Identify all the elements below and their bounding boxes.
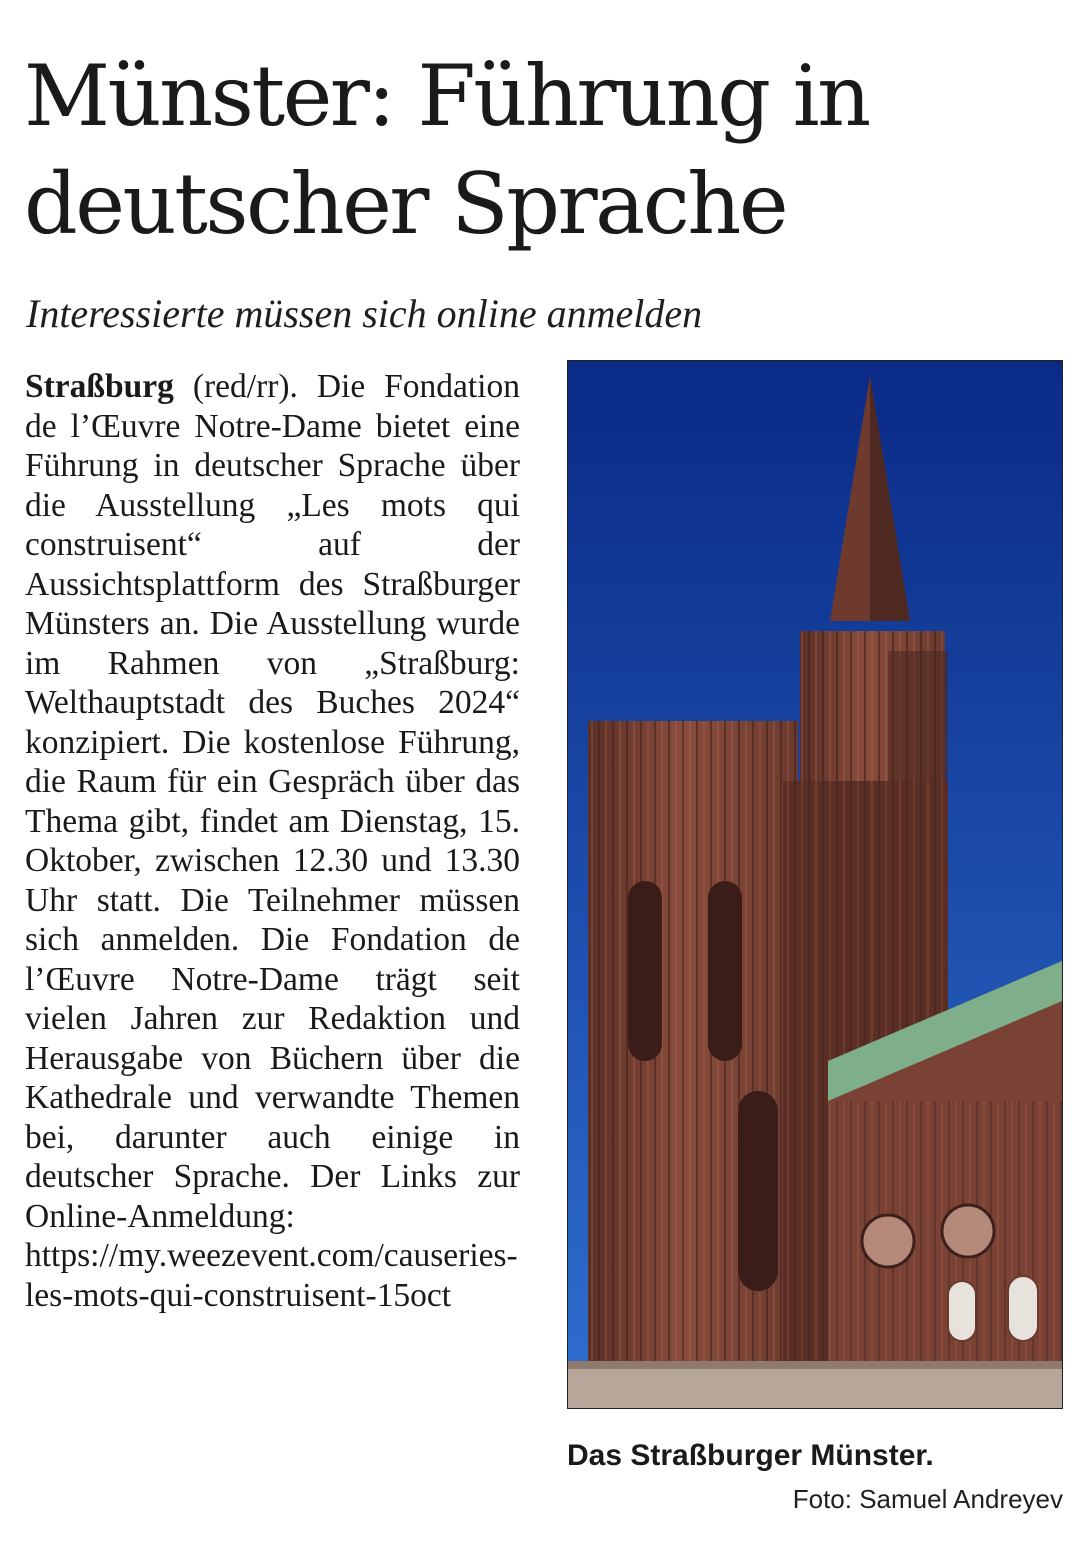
dateline: Straßburg [25,368,174,405]
photo-credit: Foto: Samuel Andreyev [792,1484,1063,1514]
cathedral-photo [567,360,1063,1409]
article-body-text: (red/rr). Die Fondation de l’Œuvre Notre-Dame bietet eine Führung in deutscher Sprache über die Ausstellung „Les mots qui construisent“ auf der Aussichtsplattform des Straßburger Münsters an. Die Ausstellung wurde im Rahmen von „Straßburg: Welthauptstadt des Buches 2024“ konzipiert. Die kostenlose Führung, die Raum für ein Gespräch über das Thema gibt, findet am Dienstag, 15. Oktober, zwischen 12.30 und 13.30 Uhr statt. Die Teilnehmer müssen sich anmelden. Die Fondation de l’Œuvre Notre-Dame trägt seit vielen Jahren zur Redaktion und Herausgabe von Büchern über die Kathedrale und verwandte Themen bei, darunter auch einige in deutscher Sprache. Der Links zur Online-Anmeldung: https://my.weezevent.com/causeries-les-mots-qui-construisent-15oct [25,368,520,1314]
cathedral-illustration [568,361,1062,1408]
photo-caption: Das Straßburger Münster. [567,1439,934,1472]
headline: Münster: Führung in deutscher Sprache [24,47,869,253]
article-body [25,367,520,1315]
subheadline: Interessierte müssen sich online anmelden [26,291,703,336]
